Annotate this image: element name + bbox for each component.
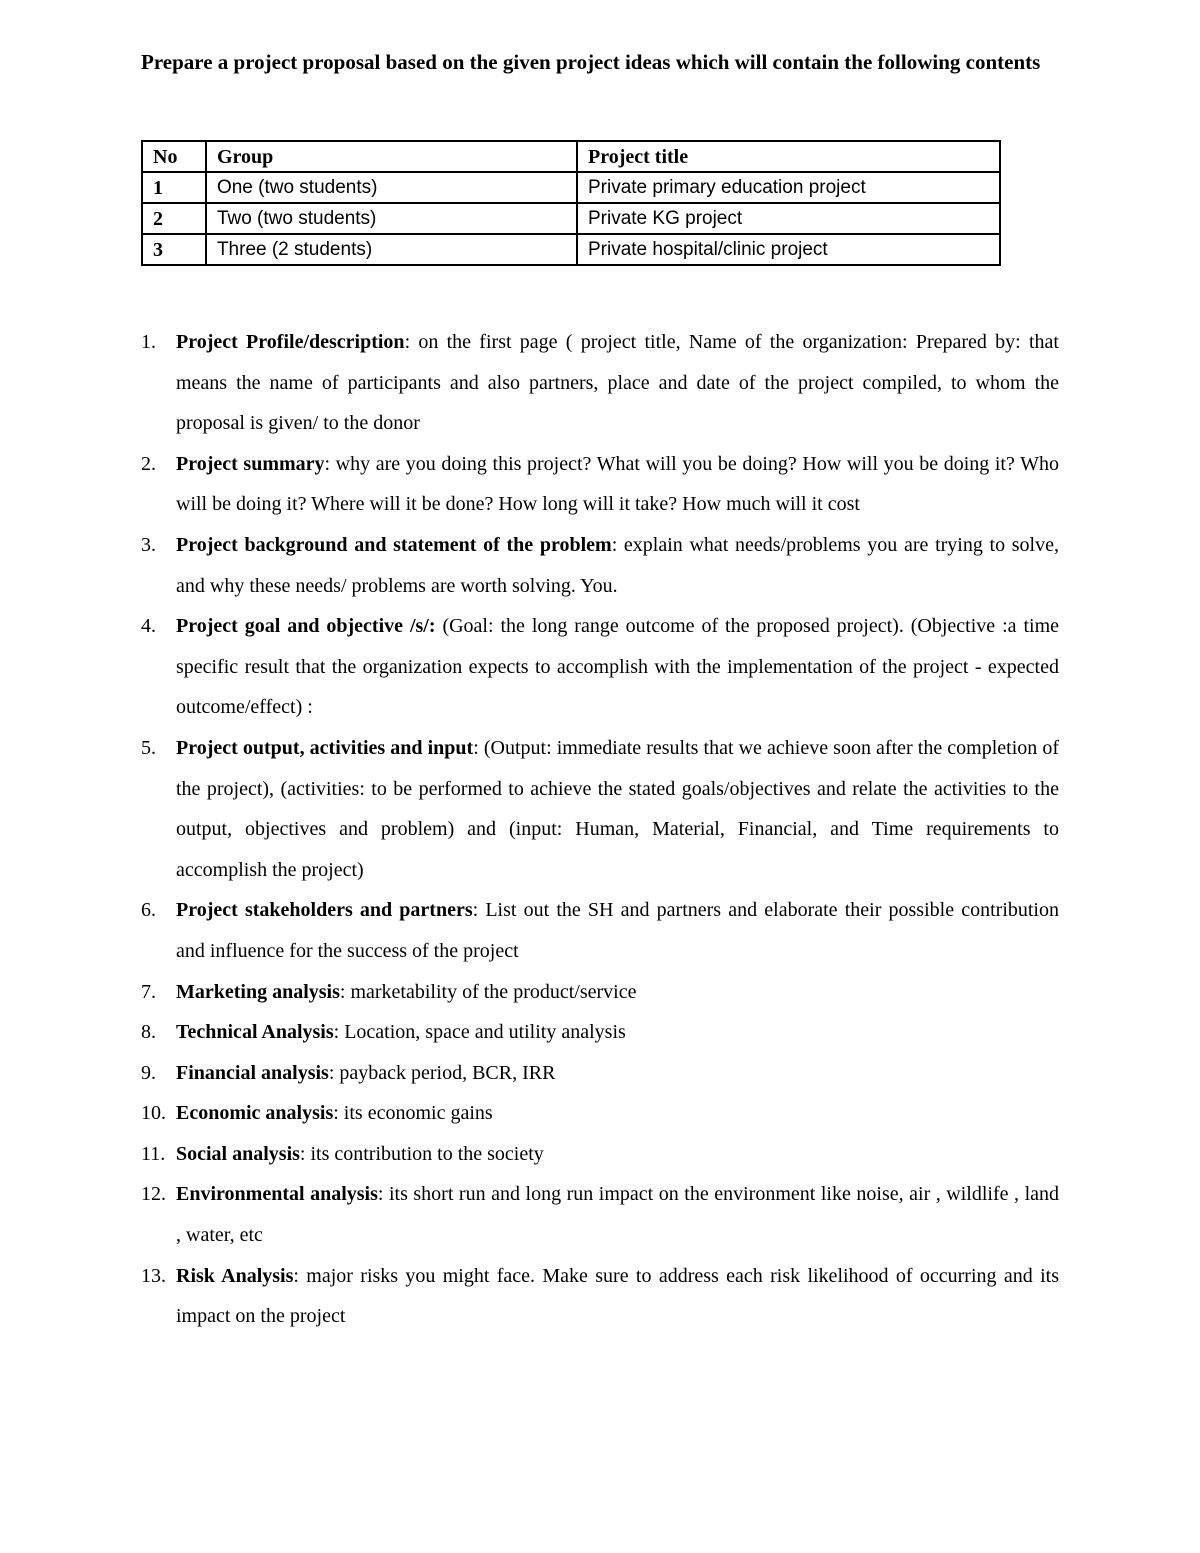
item-title: Project background and statement of the problem <box>176 533 612 556</box>
item-number: 6. <box>141 899 156 922</box>
list-item <box>141 1134 1059 1175</box>
list-item <box>141 1174 1059 1255</box>
item-text: : explain what needs/problems you are trying to solve, and why these needs/ problems are worth solving. You. <box>176 533 1059 597</box>
item-text: : its contribution to the society <box>299 1142 544 1165</box>
proposal-contents-list <box>141 322 1059 1337</box>
list-item <box>141 1012 1059 1053</box>
row-project-title: Private KG project <box>577 203 1000 234</box>
list-item <box>141 322 1059 444</box>
item-title: Project stakeholders and partners <box>176 899 473 922</box>
item-title: Project Profile/description <box>176 331 405 353</box>
list-item <box>141 606 1059 728</box>
table-row <box>142 172 1000 203</box>
item-text: : major risks you might face. Make sure to address each risk likelihood of occurring and its impact on the project <box>176 1264 1059 1328</box>
row-group: Three (2 students) <box>206 234 577 265</box>
item-number: 13. <box>141 1264 166 1287</box>
page-heading: Prepare a project proposal based on the given project ideas which will contain the following contents <box>141 50 1041 74</box>
item-number: 1. <box>141 331 156 353</box>
list-item <box>141 728 1059 890</box>
row-group: Two (two students) <box>206 203 577 234</box>
list-item <box>141 444 1059 525</box>
item-number: 11. <box>141 1142 166 1165</box>
row-project-title: Private primary education project <box>577 172 1000 203</box>
item-text: : its economic gains <box>333 1102 493 1125</box>
item-text: : payback period, BCR, IRR <box>328 1061 556 1084</box>
item-number: 7. <box>141 980 156 1003</box>
item-number: 8. <box>141 1021 156 1044</box>
table-row <box>142 234 1000 265</box>
item-number: 10. <box>141 1102 166 1125</box>
item-text: : List out the SH and partners and elaborate their possible contribution and influence for the success of the project <box>176 899 1059 962</box>
item-text: : (Output: immediate results that we achieve soon after the completion of the project), (activities: to be performed to achieve the stated goals/objectives and relate the activities to the output, objectives and problem) and (input: Human, Material, Financial, and Time requirements to accomplish the project) <box>176 736 1060 881</box>
column-header-project-title: Project title <box>577 141 1000 172</box>
item-number: 3. <box>141 533 156 556</box>
item-number: 5. <box>141 736 156 759</box>
item-text: : on the first page ( project title, Name of the organization: Prepared by: that means the name of participants and also partners, place and date of the project compiled, to whom the proposal is given/ to the donor <box>176 331 1059 435</box>
item-title: Technical Analysis <box>176 1021 334 1044</box>
table-row <box>142 203 1000 234</box>
row-group: One (two students) <box>206 172 577 203</box>
row-number: 3 <box>142 234 206 265</box>
item-title: Economic analysis <box>176 1102 334 1125</box>
item-title: Environmental analysis <box>176 1183 378 1206</box>
list-item <box>141 1093 1059 1134</box>
item-title: Risk Analysis <box>176 1264 294 1287</box>
item-number: 12. <box>141 1183 166 1206</box>
item-title: Marketing analysis <box>176 980 340 1003</box>
list-item <box>141 1256 1059 1337</box>
item-number: 9. <box>141 1061 156 1084</box>
table-header-row <box>142 141 1000 172</box>
row-number: 1 <box>142 172 206 203</box>
row-number: 2 <box>142 203 206 234</box>
column-header-group: Group <box>206 141 577 172</box>
item-title: Project output, activities and input <box>176 736 474 759</box>
item-text: : marketability of the product/service <box>339 980 637 1003</box>
project-groups-table <box>141 140 1001 266</box>
item-text: (Goal: the long range outcome of the proposed project). (Objective :a time specific result that the organization expects to accomplish with the implementation of the project - expected outcome/effect) : <box>176 615 1059 719</box>
item-title: Social analysis <box>176 1142 300 1165</box>
column-header-no: No <box>142 141 206 172</box>
item-title: Project summary <box>176 452 325 475</box>
list-item <box>141 1053 1059 1094</box>
item-text: : its short run and long run impact on the environment like noise, air , wildlife , land , water, etc <box>176 1183 1059 1247</box>
list-item <box>141 972 1059 1013</box>
item-title: Project goal and objective /s/: <box>176 615 436 638</box>
item-text: : why are you doing this project? What will you be doing? How will you be doing it? Who will be doing it? Where will it be done? How long will it take? How much will it cost <box>176 452 1059 516</box>
list-item <box>141 525 1059 606</box>
row-project-title: Private hospital/clinic project <box>577 234 1000 265</box>
list-item <box>141 890 1059 971</box>
item-number: 4. <box>141 615 156 638</box>
item-number: 2. <box>141 452 156 475</box>
item-text: : Location, space and utility analysis <box>333 1021 626 1044</box>
item-title: Financial analysis <box>176 1061 329 1084</box>
